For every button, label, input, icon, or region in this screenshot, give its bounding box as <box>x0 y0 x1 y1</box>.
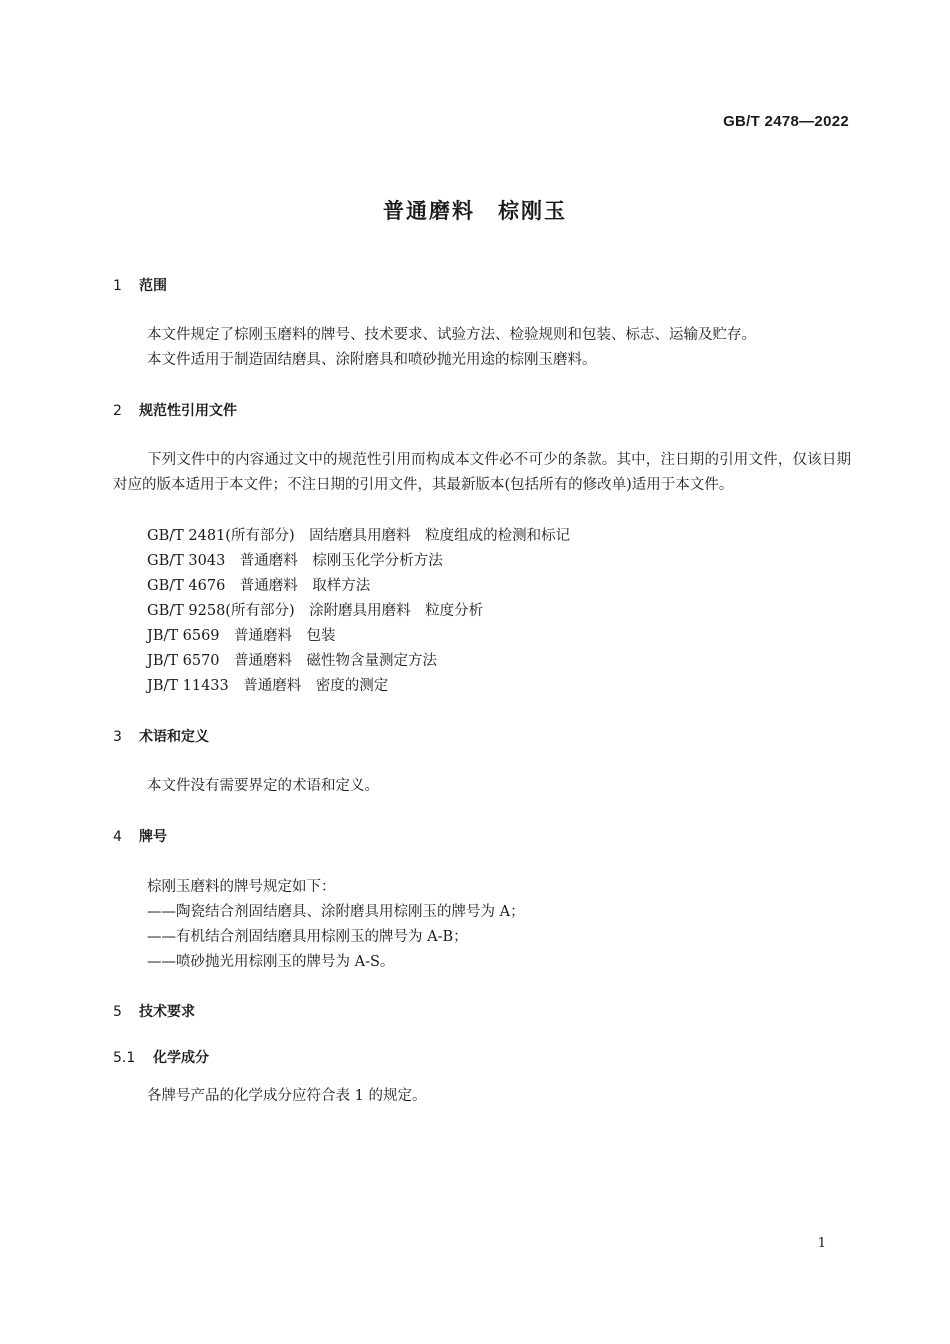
section-4-heading <box>113 827 167 847</box>
normative-references-intro: 下列文件中的内容通过文中的规范性引用而构成本文件必不可少的条款。其中，注日期的引用文件，仅该日期对应的版本适用于本文件；不注日期的引用文件，其最新版本(包括所有的修改单)适用于本文件。 <box>113 452 851 493</box>
reference-item: GB/T 2481(所有部分) 固结磨具用磨料 粒度组成的检测和标记 <box>147 528 571 544</box>
document-title: 普通磨料 棕刚玉 <box>383 199 567 223</box>
section-number: 1 <box>113 278 122 294</box>
scope-paragraph-2: 本文件适用于制造固结磨具、涂附磨具和喷砂抛光用途的棕刚玉磨料。 <box>147 352 597 368</box>
section-number: 5 <box>113 1004 122 1020</box>
grade-intro: 棕刚玉磨料的牌号规定如下： <box>147 879 336 895</box>
section-5-1-heading <box>113 1048 209 1068</box>
section-title: 牌号 <box>139 829 167 845</box>
section-5-heading <box>113 1002 195 1022</box>
section-3-heading <box>113 727 209 747</box>
section-2-heading <box>113 401 237 421</box>
grade-list-item: ——陶瓷结合剂固结磨具、涂附磨具用棕刚玉的牌号为 A； <box>147 904 525 920</box>
section-title: 范围 <box>139 278 167 294</box>
section-1-heading <box>113 276 167 296</box>
reference-item: JB/T 6569 普通磨料 包装 <box>147 628 336 644</box>
reference-item: GB/T 4676 普通磨料 取样方法 <box>147 578 371 594</box>
section-number: 4 <box>113 829 122 845</box>
section-number: 3 <box>113 729 122 745</box>
section-title: 技术要求 <box>139 1004 195 1020</box>
page-number: 1 <box>817 1236 826 1251</box>
grade-list-item: ——喷砂抛光用棕刚玉的牌号为 A-S。 <box>147 954 395 970</box>
standard-code: GB/T 2478—2022 <box>723 113 849 130</box>
terms-paragraph: 本文件没有需要界定的术语和定义。 <box>147 778 379 794</box>
reference-item: JB/T 6570 普通磨料 磁性物含量测定方法 <box>147 653 438 669</box>
reference-item: JB/T 11433 普通磨料 密度的测定 <box>147 678 389 694</box>
grade-list-item: ——有机结合剂固结磨具用棕刚玉的牌号为 A-B； <box>147 929 468 945</box>
scope-paragraph-1: 本文件规定了棕刚玉磨料的牌号、技术要求、试验方法、检验规则和包装、标志、运输及贮存。 <box>147 327 756 343</box>
section-title: 规范性引用文件 <box>139 403 237 419</box>
chemical-composition-paragraph: 各牌号产品的化学成分应符合表 1 的规定。 <box>147 1088 427 1104</box>
subsection-title: 化学成分 <box>153 1050 209 1066</box>
section-title: 术语和定义 <box>139 729 209 745</box>
reference-item: GB/T 9258(所有部分) 涂附磨具用磨料 粒度分析 <box>147 603 484 619</box>
subsection-number: 5.1 <box>113 1050 136 1066</box>
section-number: 2 <box>113 403 122 419</box>
reference-item: GB/T 3043 普通磨料 棕刚玉化学分析方法 <box>147 553 443 569</box>
